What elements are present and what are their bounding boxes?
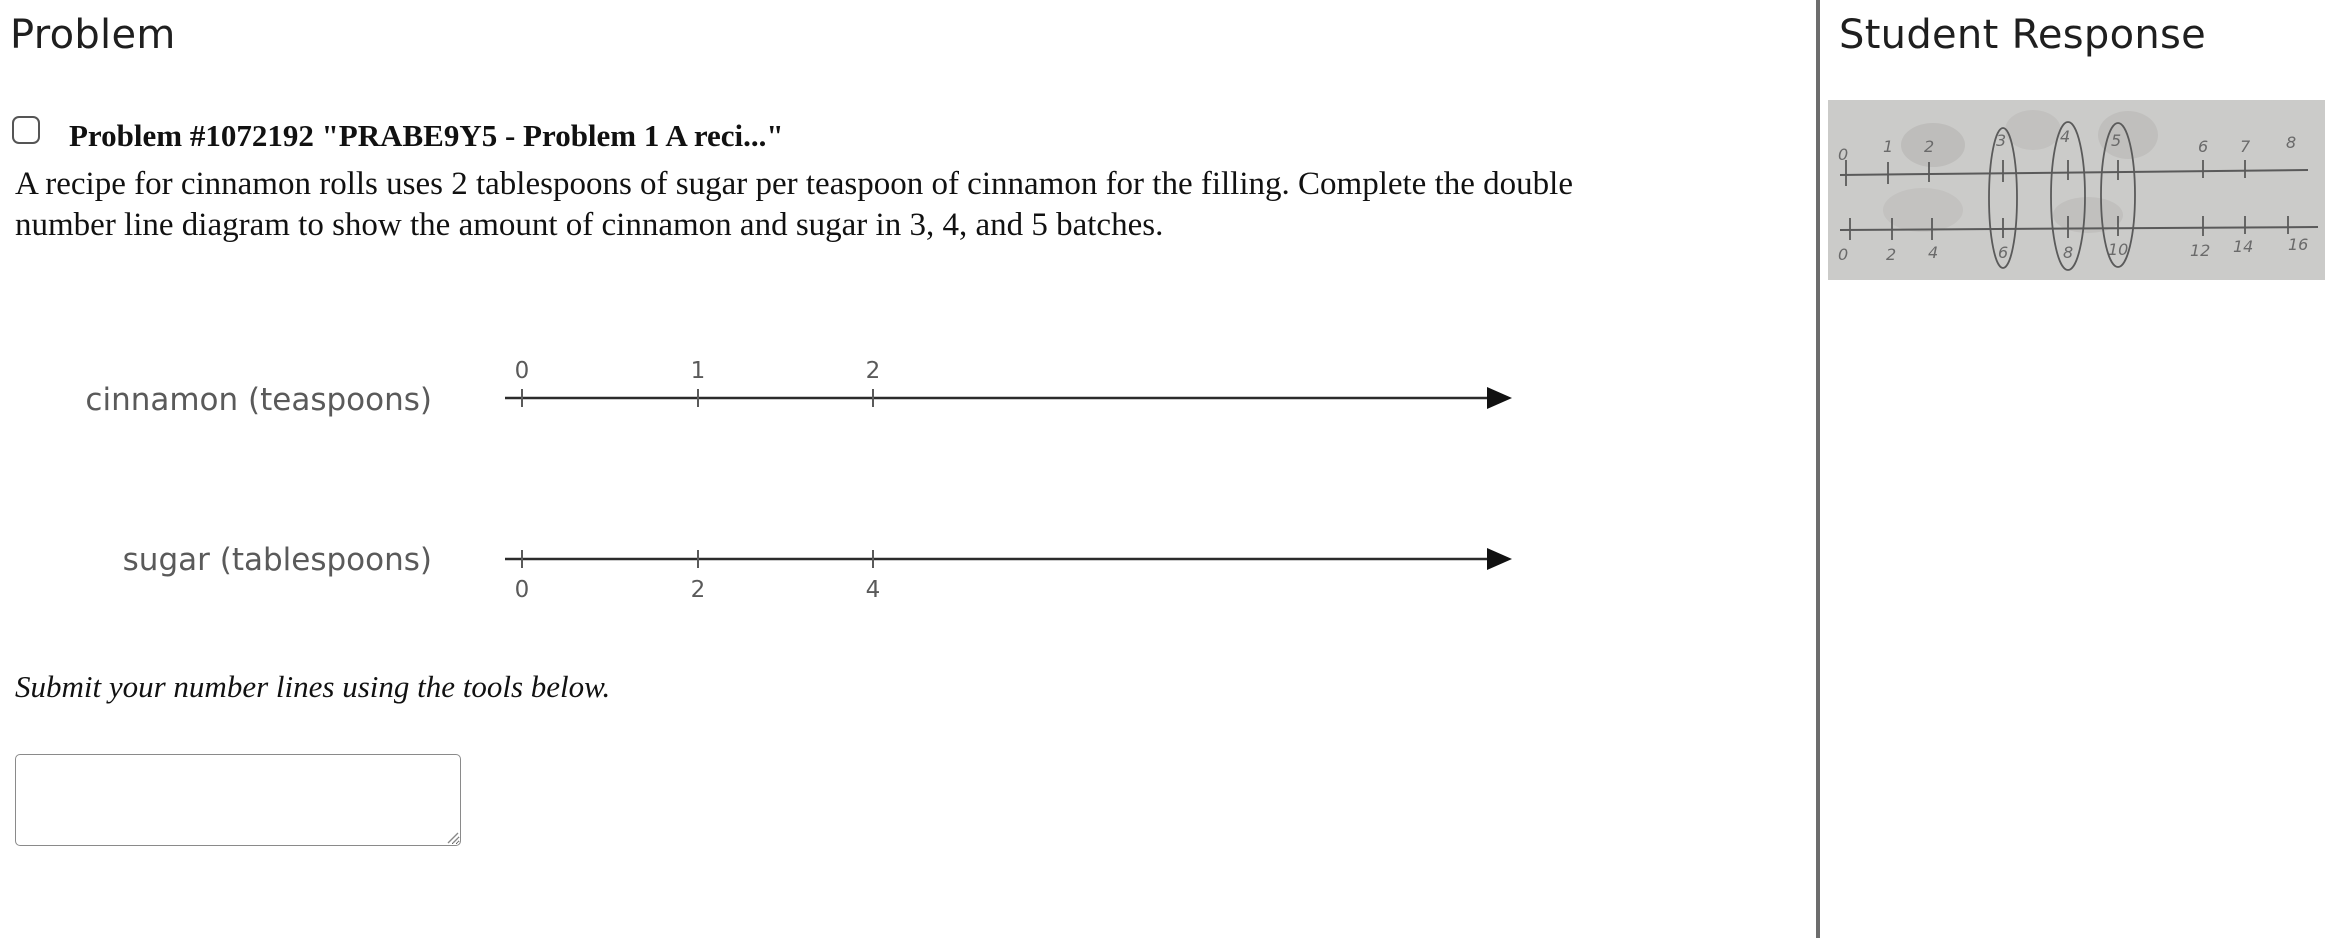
sugar-tick-label-0: 0 (514, 577, 530, 603)
cinnamon-tick-label-2: 2 (865, 358, 881, 384)
cinnamon-line-label: cinnamon (teaspoons) (85, 382, 432, 418)
student-response-image[interactable] (1828, 100, 2325, 280)
response-top-0: 0 (1838, 145, 1849, 164)
answer-textarea[interactable] (15, 754, 461, 846)
sugar-tick-label-2: 2 (690, 577, 706, 603)
response-top-1: 1 (1883, 137, 1894, 156)
response-top-4: 4 (2060, 127, 2071, 146)
double-number-line-diagram (0, 340, 1560, 630)
problem-select-checkbox[interactable] (12, 116, 40, 144)
response-bottom-0: 0 (1838, 245, 1849, 264)
response-top-7: 7 (2240, 137, 2251, 156)
sugar-line-label: sugar (tablespoons) (122, 542, 432, 578)
response-top-5: 5 (2111, 131, 2122, 150)
cinnamon-line-arrowhead (1487, 387, 1512, 409)
response-bottom-2: 4 (1928, 243, 1939, 262)
response-top-8: 8 (2286, 133, 2297, 152)
sugar-tick-label-4: 4 (865, 577, 881, 603)
response-bottom-3: 6 (1998, 243, 2009, 262)
response-bottom-8: 16 (2288, 235, 2309, 254)
problem-text: A recipe for cinnamon rolls uses 2 tablespoons of sugar per teaspoon of cinnamon for the filling. Complete the double number line diagram to show the amount of cinnamon and sugar in 3, 4, and 5 batches. (15, 166, 1573, 243)
response-bottom-4: 8 (2063, 243, 2074, 262)
response-bottom-1: 2 (1886, 245, 1897, 264)
instruction-text: Submit your number lines using the tools below. (15, 669, 611, 704)
sugar-line-arrowhead (1487, 548, 1512, 570)
response-bottom-5: 10 (2108, 240, 2129, 259)
student-response-panel (1820, 0, 2325, 938)
cinnamon-tick-label-0: 0 (514, 358, 530, 384)
response-bottom-7: 14 (2233, 237, 2254, 256)
response-top-3: 3 (1996, 131, 2007, 150)
response-top-2: 2 (1924, 137, 1935, 156)
problem-header: Problem #1072192 "PRABE9Y5 - Problem 1 A reci..." (69, 118, 784, 153)
response-top-6: 6 (2198, 137, 2209, 156)
problem-panel-title: Problem (10, 12, 176, 58)
student-response-title: Student Response (1839, 12, 2207, 58)
cinnamon-tick-label-1: 1 (690, 358, 706, 384)
response-bottom-6: 12 (2190, 241, 2211, 260)
